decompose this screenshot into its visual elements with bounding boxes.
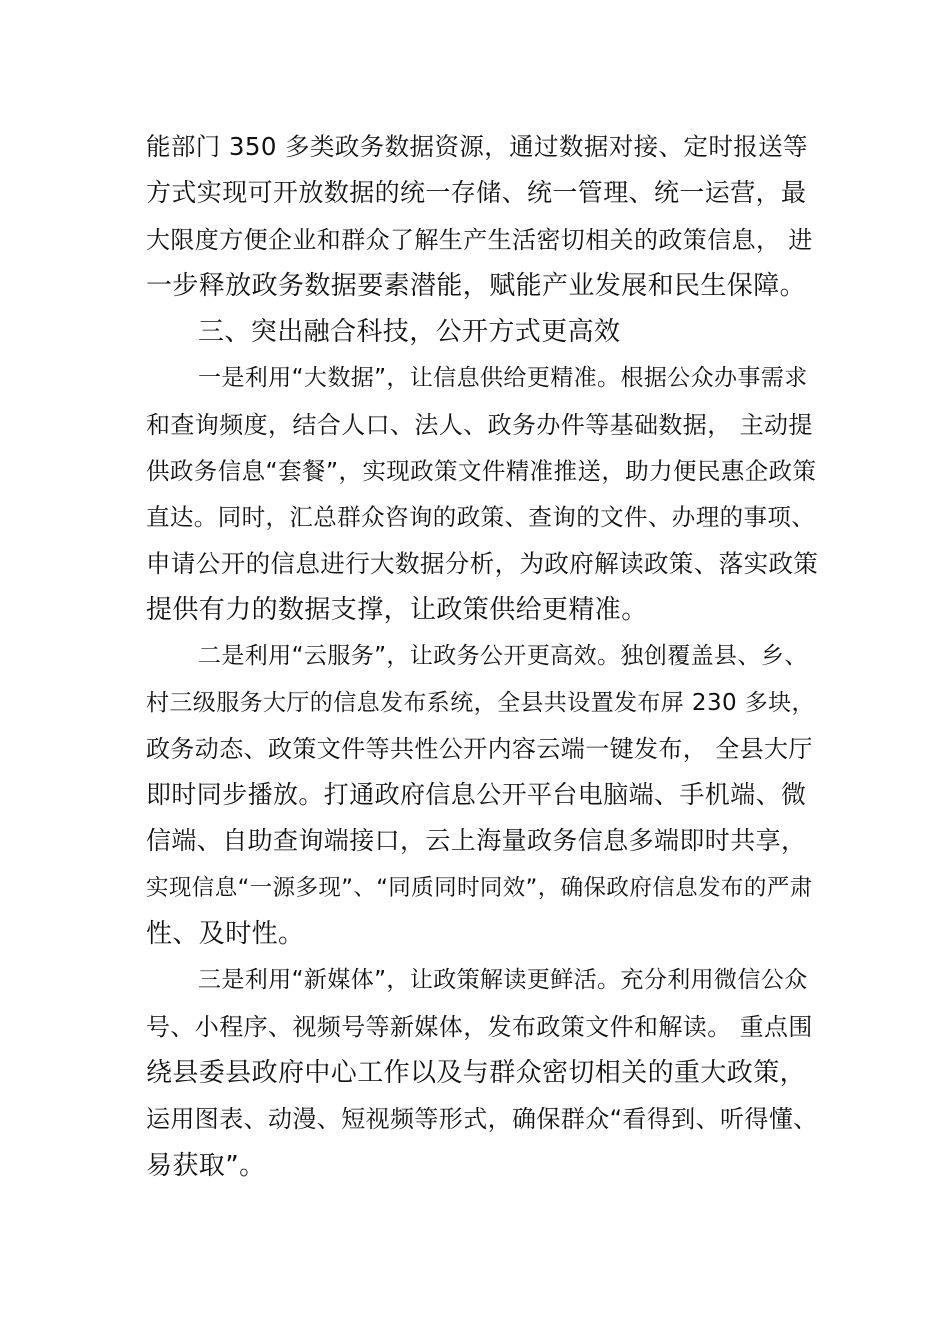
text-line: 绕县委县政府中心工作以及与群众密切相关的重大政策， bbox=[146, 1057, 807, 1088]
text-line: 直达。同时，汇总群众咨询的政策、查询的文件、办理的事项、 bbox=[146, 503, 816, 532]
text-line: 村三级服务大厅的信息发布系统，全县共设置发布屏 230 多块， bbox=[146, 689, 815, 716]
text-line: 号、小程序、视频号等新媒体，发布政策文件和解读。 重点围 bbox=[146, 1012, 813, 1041]
document-body bbox=[146, 124, 818, 1189]
text-line: 一步释放政务数据要素潜能，赋能产业发展和民生保障。 bbox=[146, 270, 807, 301]
paragraph-start-line: 一是利用“大数据”，让信息供给更精准。根据公众办事需求 bbox=[198, 365, 808, 392]
text-line: 性、及时性。 bbox=[146, 919, 305, 950]
text-line: 信端、自助查询端接口，云上海量政务信息多端即时共享， bbox=[146, 826, 807, 856]
text-line: 和查询频度，结合人口、法人、政务办件等基础数据， 主动提 bbox=[146, 410, 813, 439]
text-line: 申请公开的信息进行大数据分析，为政府解读政策、落实政策 bbox=[146, 548, 819, 578]
text-line: 供政务信息“套餐”，实现政策文件精准推送，助力便民惠企政策 bbox=[146, 457, 817, 486]
text-line: 即时同步播放。打通政府信息公开平台电脑端、手机端、微 bbox=[146, 780, 807, 810]
text-line: 政务动态、政策文件等共性公开内容云端一键发布， 全县大厅 bbox=[146, 734, 813, 763]
text-line: 大限度方便企业和群众了解生产生活密切相关的政策信息， 进 bbox=[146, 225, 813, 254]
text-line: 方式实现可开放数据的统一存储、统一管理、统一运营，最 bbox=[146, 178, 807, 208]
text-line: 易获取”。 bbox=[146, 1150, 266, 1181]
text-line: 实现信息“一源多现”、“同质同时同效”，确保政府信息发布的严肃 bbox=[146, 874, 813, 901]
text-line: 提供有力的数据支撑，让政策供给更精准。 bbox=[146, 594, 648, 625]
paragraph-start-line: 三是利用“新媒体”，让政策解读更鲜活。充分利用微信公众 bbox=[198, 967, 808, 994]
text-line: 能部门 350 多类政务数据资源，通过数据对接、定时报送等 bbox=[146, 132, 808, 161]
section-heading: 三、突出融合科技，公开方式更高效 bbox=[198, 317, 621, 348]
paragraph-start-line: 二是利用“云服务”，让政务公开更高效。独创覆盖县、乡、 bbox=[198, 643, 808, 670]
text-line: 运用图表、动漫、短视频等形式，确保群众“看得到、听得懂、 bbox=[146, 1105, 818, 1134]
